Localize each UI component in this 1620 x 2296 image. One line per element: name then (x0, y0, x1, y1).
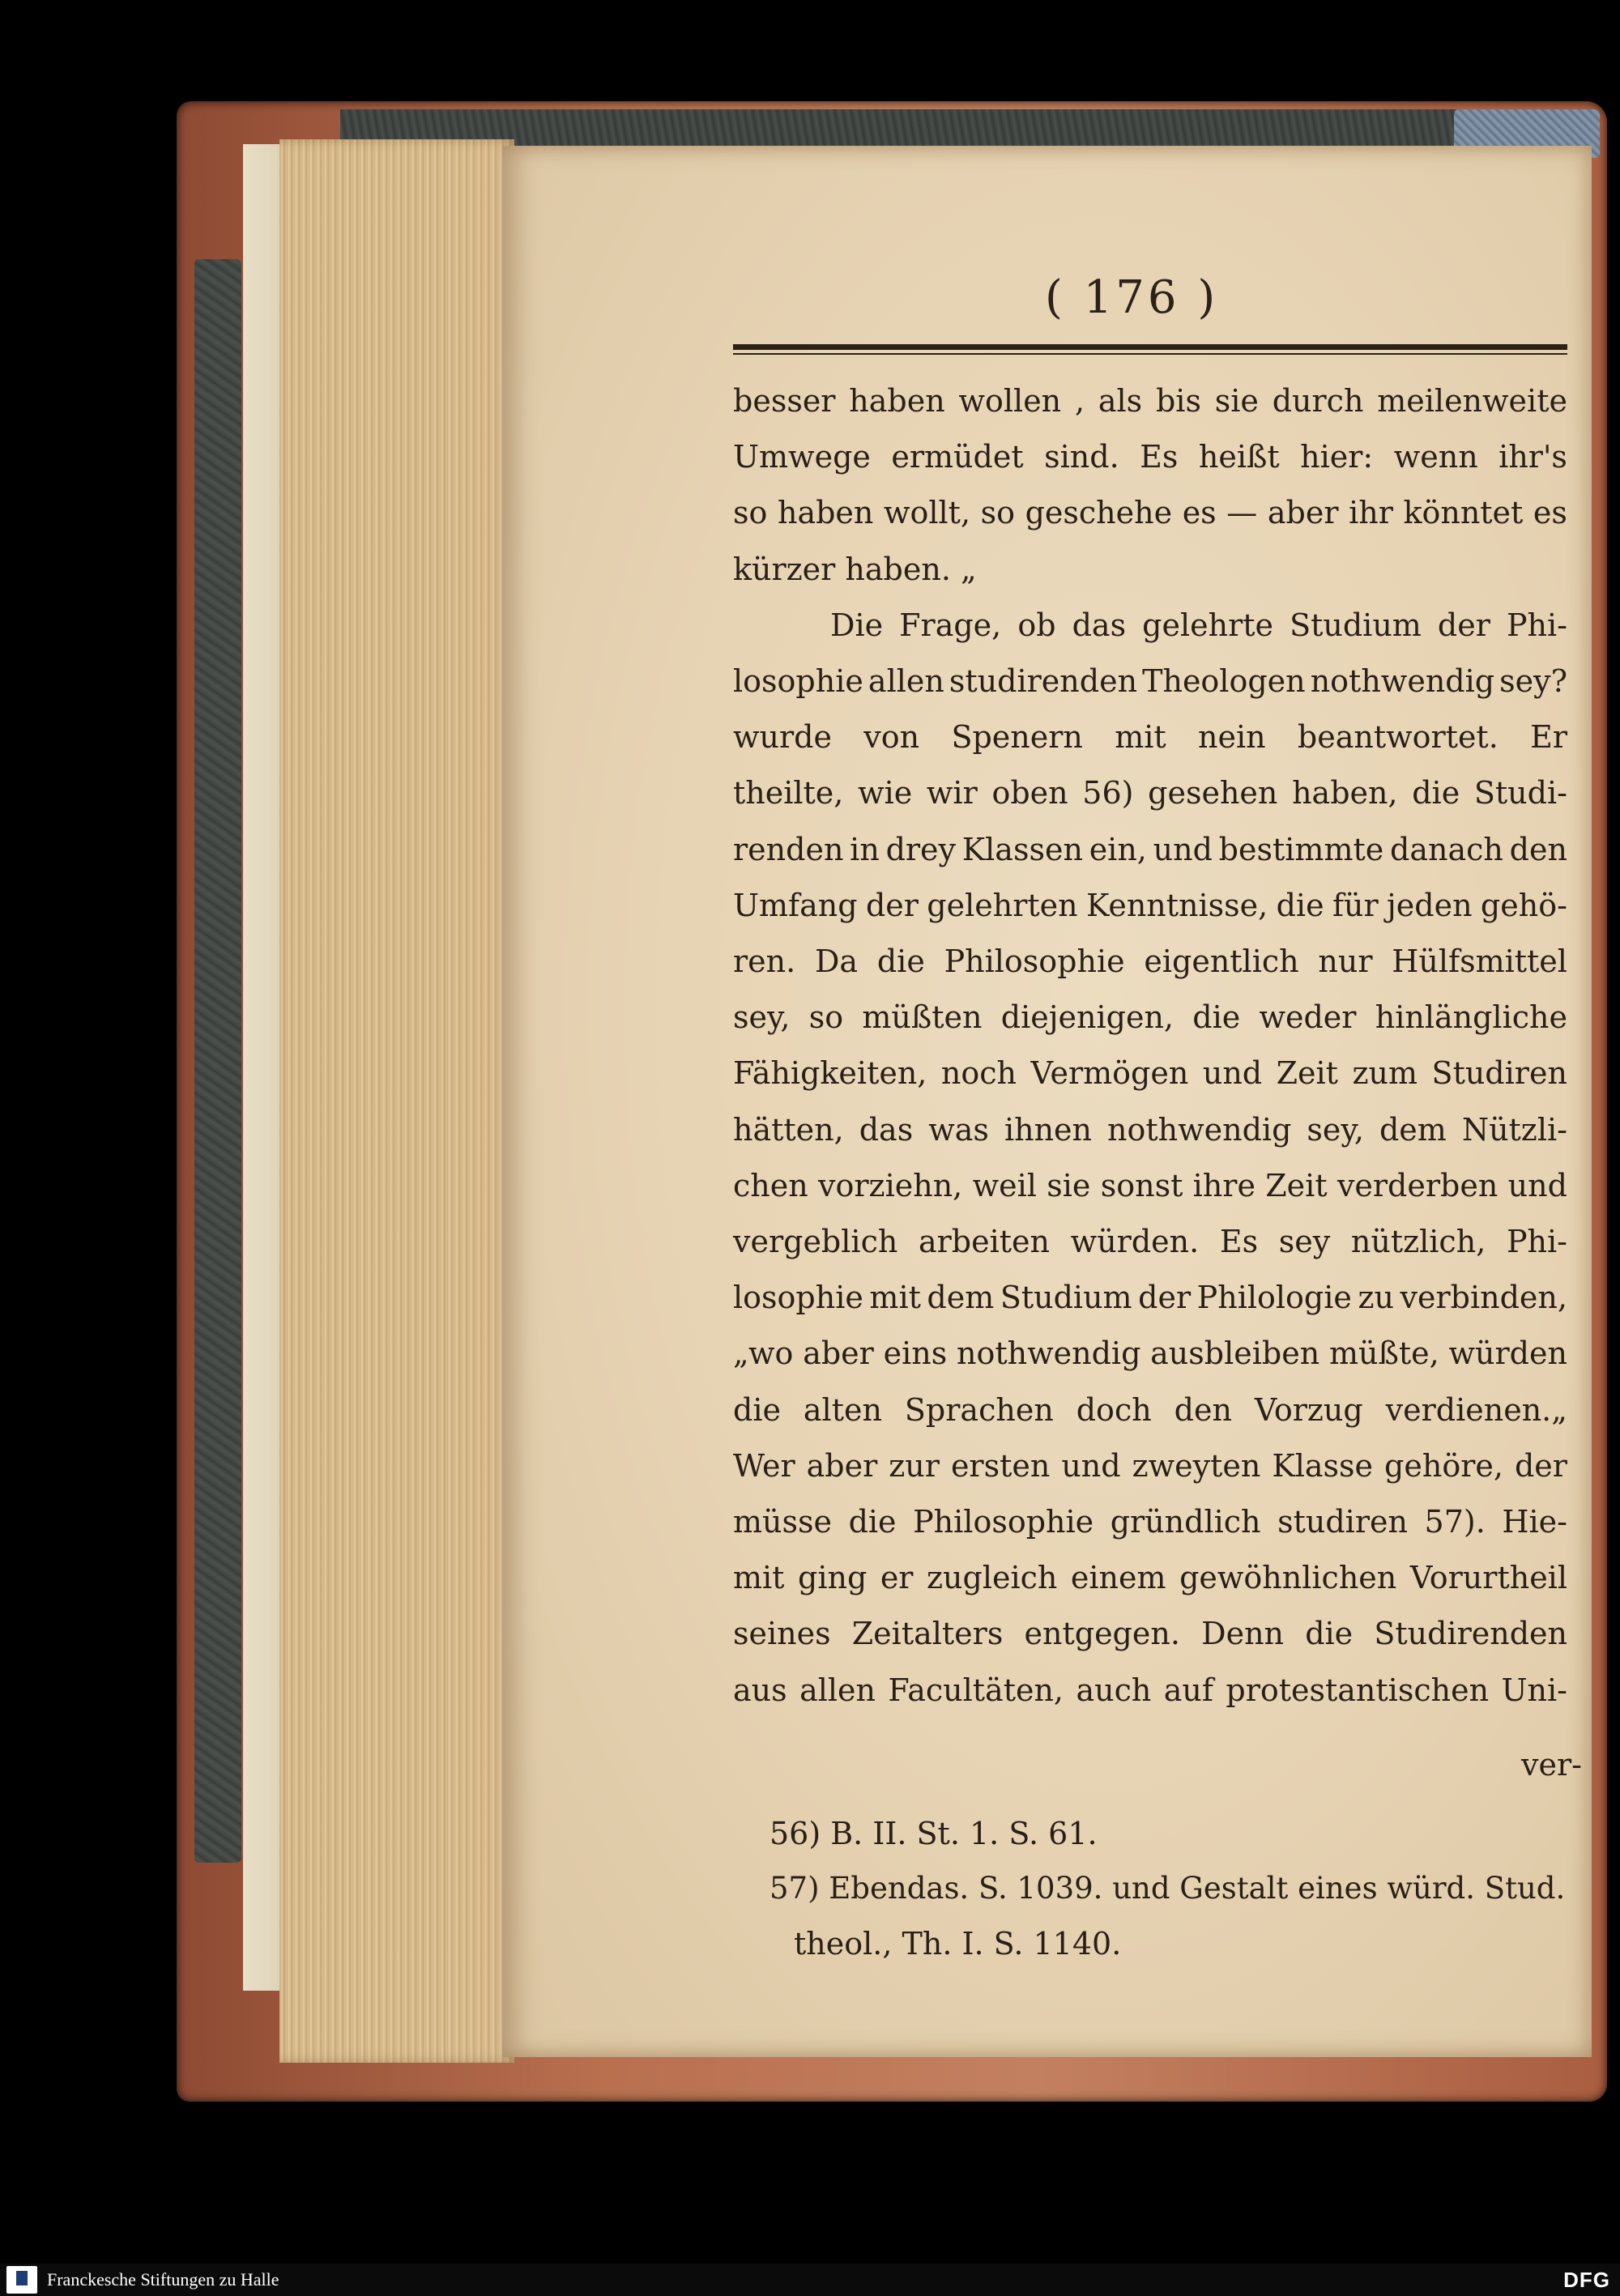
page-edges (279, 139, 514, 2063)
text-line: chen vorziehn, weil sie sonst ihre Zeit verderben und (733, 1168, 1567, 1203)
text-line: Umfang der gelehrten Kenntnisse, die für jeden gehö- (733, 888, 1567, 923)
text-line: Umwege ermüdet sind. Es heißt hier: wenn ihr's (733, 439, 1567, 475)
text-line: seines Zeitalters entgegen. Denn die Studirenden (733, 1616, 1567, 1651)
text-line: Fähigkeiten, noch Vermögen und Zeit zum Studiren (733, 1055, 1567, 1091)
text-line: besser haben wollen , als bis sie durch meilenweite (733, 383, 1567, 419)
text-line: ren. Da die Philosophie eigentlich nur Hülfsmittel (733, 944, 1567, 979)
footnote-57-cont: theol., Th. I. S. 1140. (794, 1926, 1122, 1962)
text-line: losophie mit dem Studium der Philologie zu verbinden, (733, 1280, 1567, 1315)
text-line: Wer aber zur ersten und zweyten Klasse gehöre, der (733, 1448, 1567, 1484)
catchword: ver- (1521, 1747, 1582, 1783)
text-line: die alten Sprachen doch den Vorzug verdienen.„ (733, 1392, 1567, 1428)
header-rule-thin (733, 353, 1567, 355)
text-line: theilte, wie wir oben 56) gesehen haben, die Studi- (733, 775, 1567, 811)
institution-name: Franckesche Stiftungen zu Halle (47, 2269, 279, 2290)
book-spine (194, 259, 241, 1863)
text-line: renden in drey Klassen ein, und bestimmte danach den (733, 832, 1567, 867)
text-line: losophie allen studirenden Theologen nothwendig sey? (733, 663, 1567, 699)
text-line: kürzer haben. „ (733, 552, 977, 587)
text-line: hätten, das was ihnen nothwendig sey, dem Nützli- (733, 1112, 1567, 1148)
text-line: „wo aber eins nothwendig ausbleiben müßte, würden (733, 1335, 1567, 1371)
text-line: mit ging er zugleich einem gewöhnlichen Vorurtheil (733, 1560, 1567, 1595)
text-line: wurde von Spenern mit nein beantwortet. Er (733, 719, 1567, 755)
text-line: müsse die Philosophie gründlich studiren 57). Hie- (733, 1504, 1567, 1540)
text-line: sey, so müßten diejenigen, die weder hinlängliche (733, 999, 1567, 1035)
page-number: ( 176 ) (1045, 271, 1219, 324)
footnote-57: 57) Ebendas. S. 1039. und Gestalt eines würd. Stud. (770, 1871, 1566, 1906)
text-line: aus allen Facultäten, auch auf protestantischen Uni- (733, 1672, 1567, 1708)
text-line: Die Frage, ob das gelehrte Studium der Phi- (830, 607, 1567, 643)
book-top-cloth (340, 109, 1539, 148)
institution-logo (6, 2266, 37, 2294)
footnote-56: 56) B. II. St. 1. S. 61. (770, 1816, 1098, 1851)
book-page (502, 146, 1592, 2057)
text-line: so haben wollt, so geschehe es — aber ihr könntet es (733, 495, 1567, 530)
dfg-badge: DFG (1563, 2268, 1610, 2292)
header-rule (733, 344, 1567, 350)
text-line: vergeblich arbeiten würden. Es sey nützlich, Phi- (733, 1224, 1567, 1259)
